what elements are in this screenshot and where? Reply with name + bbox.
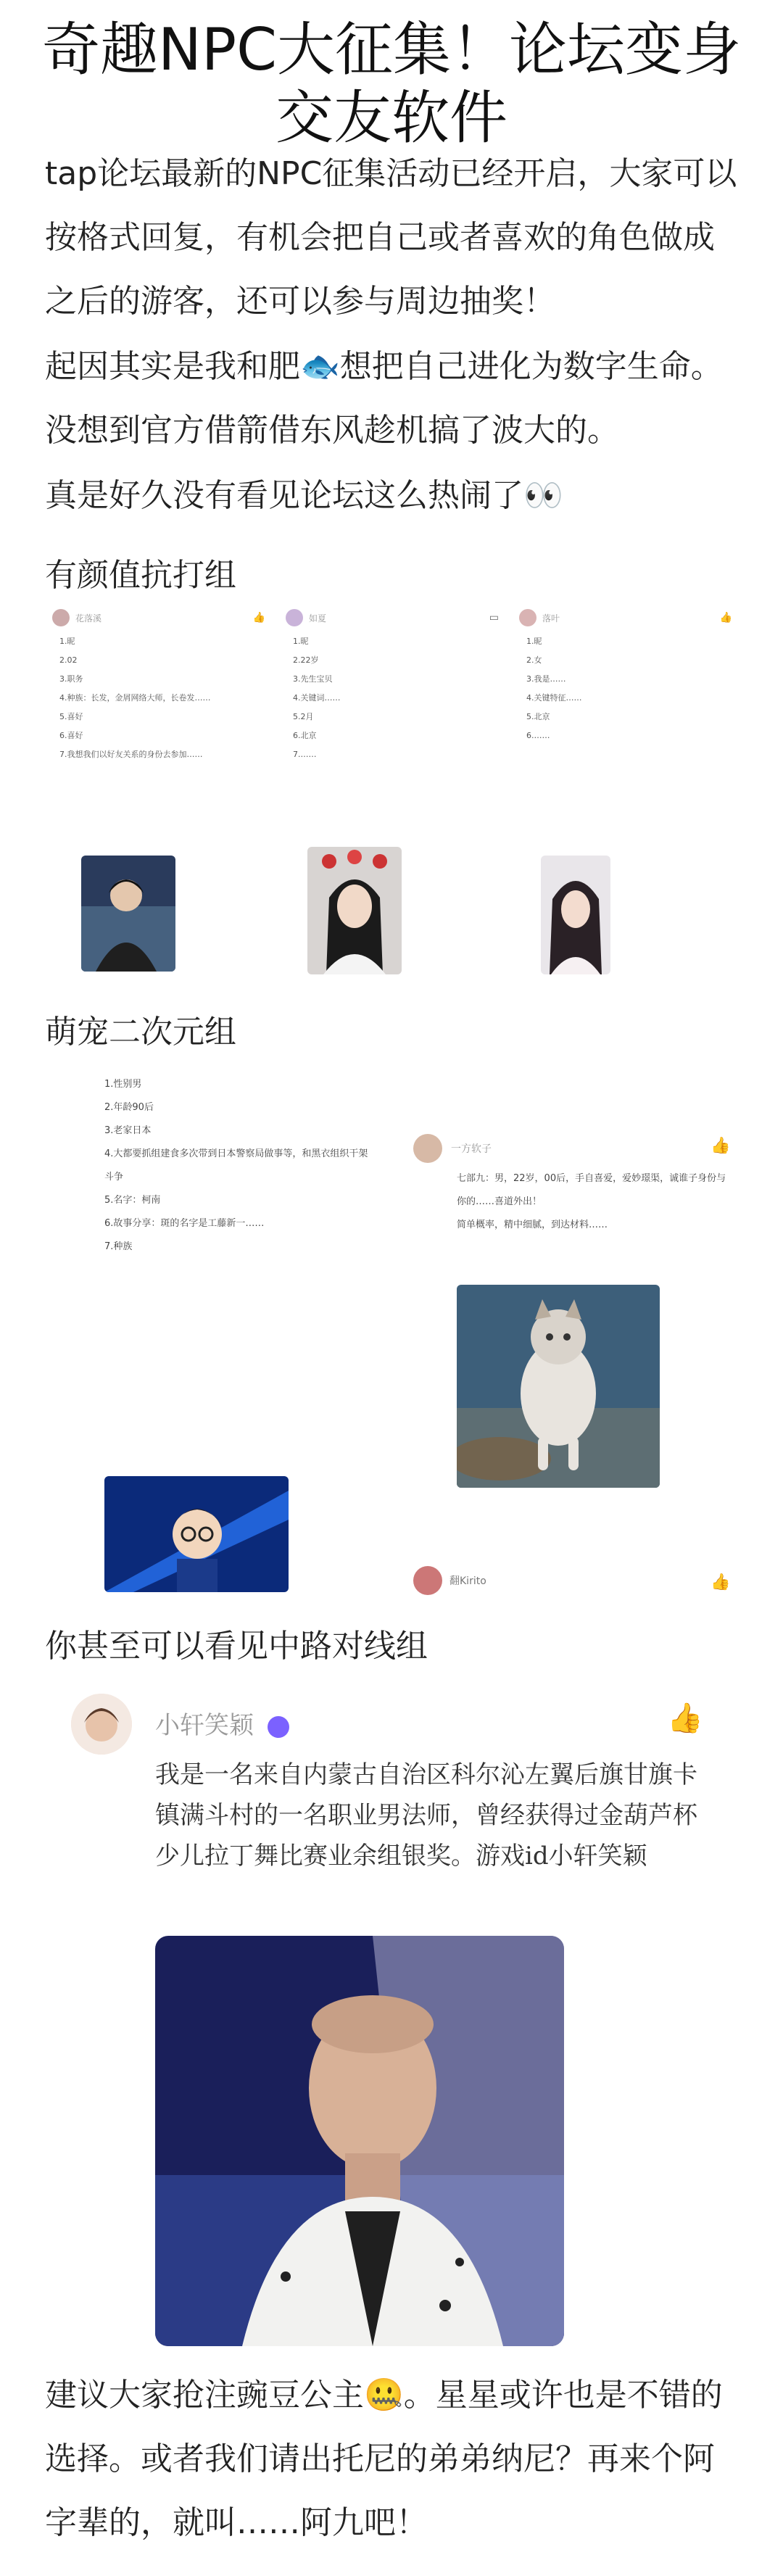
reply-photo <box>155 1936 564 2346</box>
outro-text-1: 建议大家抢注豌豆公主 <box>45 2377 364 2414</box>
reply-header <box>413 1134 492 1163</box>
avatar <box>413 1134 442 1163</box>
reply-body: 1.昵 2.女 3.我是…… 4.关键特征…… 5.北京 6.…… <box>526 637 582 740</box>
reason-text-1: 起因其实是我和肥 <box>45 348 300 385</box>
comment-icon[interactable]: ▭ <box>489 612 499 624</box>
section-title-pets: 萌宠二次元组 <box>45 1014 236 1051</box>
lively-paragraph <box>45 464 741 528</box>
reply-body: 我是一名来自内蒙古自治区科尔沁左翼后旗甘旗卡镇满斗村的一名职业男法师，曾经获得过金葫芦杯少儿拉丁舞比赛业余组银奖。游戏id小轩笑颖 <box>155 1760 697 1871</box>
reply-user-name: 小轩笑颖 <box>155 1711 254 1740</box>
reply-header <box>286 608 499 628</box>
outro-text-2: 。星星或许也是不错的选择。或者我们请出托尼的弟弟纳尼？再来个阿字辈的，就叫……阿九吧！ <box>45 2377 723 2541</box>
reply-user <box>155 1705 289 1741</box>
reply-body: 1.昵 2.02 3.职务 4.种族：长发，金屑网络大师，长卷发…… 5.喜好 6.喜好 7.我想我们以好友关系的身份去参加…… <box>59 637 211 759</box>
reply-user: 落叶 <box>542 613 560 624</box>
reason-text-2: 想把自己进化为数字生命。没想到官方借箭借东风趁机搞了波大的。 <box>45 348 723 449</box>
reply-user: 如夏 <box>309 613 327 624</box>
rival-reply-card <box>45 1668 741 2364</box>
reply-card <box>278 602 505 979</box>
avatar <box>286 609 303 626</box>
reply-user: 一方软子 <box>451 1143 492 1155</box>
avatar <box>413 1566 442 1595</box>
avatar <box>519 609 536 626</box>
cat-photo <box>457 1285 660 1488</box>
reply-body: 1.昵 2.22岁 3.先生宝贝 4.关键词…… 5.2月 6.北京 7.…… <box>293 637 341 759</box>
game-badge-icon <box>268 1716 289 1738</box>
reply-card <box>512 602 738 979</box>
reply-header <box>519 608 732 628</box>
post-title: 奇趣NPC大征集！论坛变身交友软件 <box>42 16 741 152</box>
pets-group-screenshot <box>45 1066 741 1602</box>
reason-paragraph <box>45 335 741 463</box>
eyes-icon: 👀 <box>523 477 563 514</box>
reply-body-conan: 1.性别男 2.年龄90后 3.老家日本 4.大都要抓组建食多次带到日本警察局做事等，和黑衣组织干架斗争 5.名字：柯南 6.故事分享：斑的名字是工藤新一…… 7.种族 <box>104 1079 368 1252</box>
reply-user: 花落溪 <box>75 613 102 624</box>
avatar <box>52 609 70 626</box>
reply-footer <box>413 1566 486 1595</box>
looks-group-screenshot <box>45 602 741 986</box>
reply-body-cat: 七部九：男，22岁，00后，手自喜爱，爱妙璟渠，诚谁子身份与你的……喜道外出！ 简单概率，精中细腻，到达材料…… <box>457 1173 726 1230</box>
selfie-photo <box>307 847 402 974</box>
zipper-mouth-icon: 🤐 <box>364 2377 404 2414</box>
section-title-rivals: 你甚至可以看见中路对线组 <box>45 1628 428 1665</box>
thumbs-up-icon[interactable]: 👍 <box>710 1137 731 1155</box>
avatar <box>71 1694 132 1755</box>
intro-paragraph: tap论坛最新的NPC征集活动已经开启，大家可以按格式回复，有机会把自己或者喜欢的角色做成之后的游客，还可以参与周边抽奖！ <box>45 155 737 320</box>
reply-user: 翻Kirito <box>450 1575 486 1587</box>
selfie-photo <box>541 856 610 974</box>
thumbs-up-icon[interactable]: 👍 <box>719 612 732 624</box>
outro-paragraph <box>45 2364 741 2555</box>
reply-card <box>45 602 271 979</box>
conan-image <box>104 1476 289 1592</box>
fish-icon: 🐟 <box>300 348 340 385</box>
reply-header <box>52 608 265 628</box>
lively-text: 真是好久没有看见论坛这么热闹了 <box>45 477 523 514</box>
section-title-looks: 有颜值抗打组 <box>45 557 236 594</box>
selfie-photo <box>81 856 175 972</box>
thumbs-up-icon[interactable]: 👍 <box>667 1702 703 1735</box>
thumbs-up-icon[interactable]: 👍 <box>252 612 265 624</box>
thumbs-up-icon[interactable]: 👍 <box>710 1573 731 1591</box>
